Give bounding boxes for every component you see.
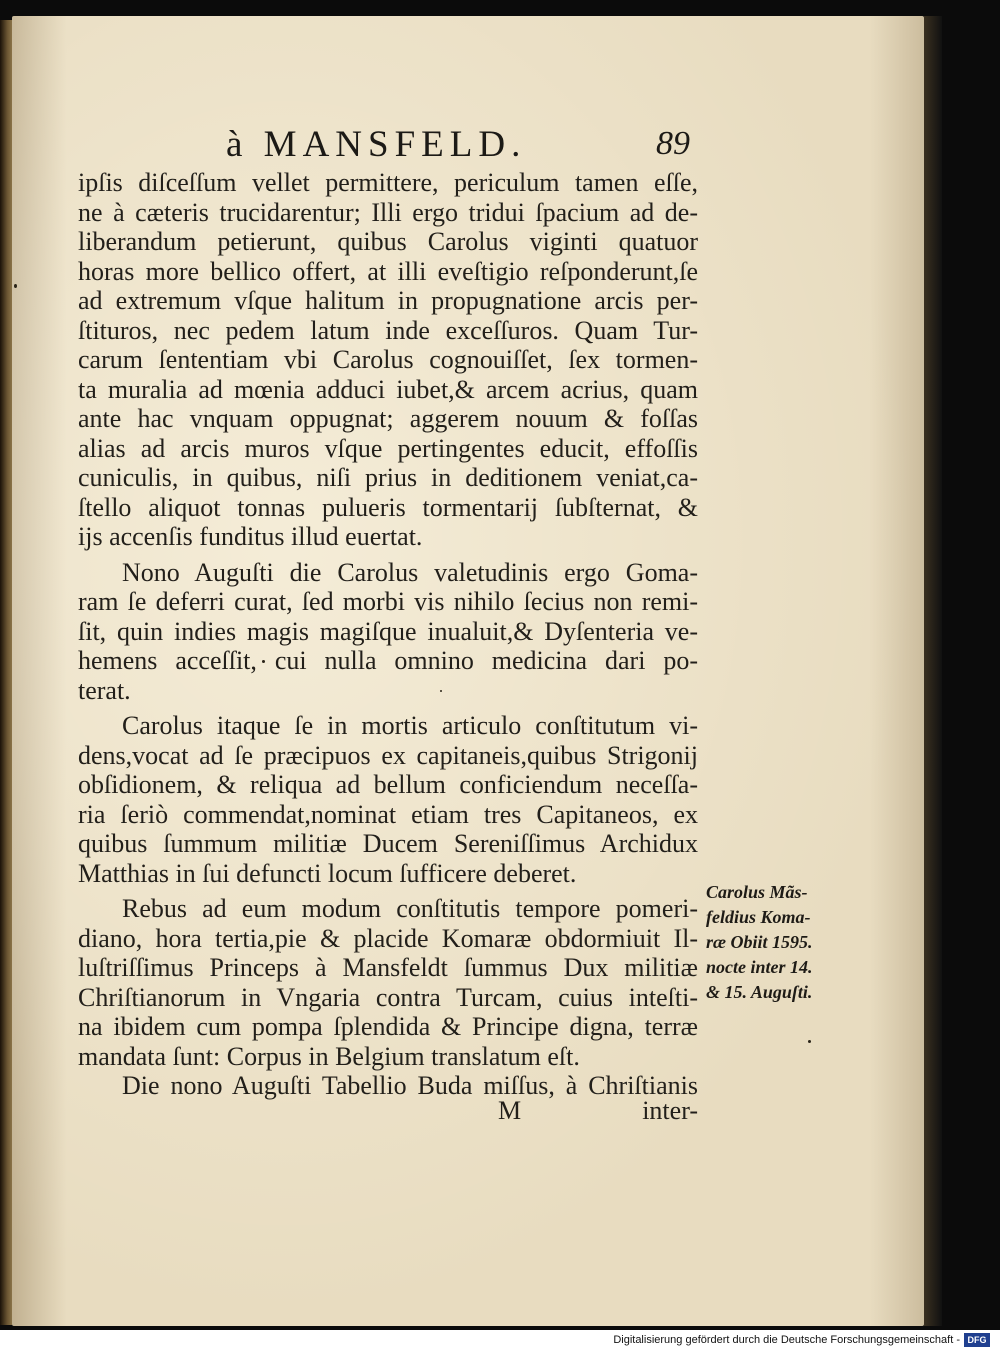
catch-line <box>78 1096 698 1128</box>
text-line: obſidionem, & reliqua ad bellum conficiendum neceſſa- <box>78 770 698 799</box>
signature-mark: M <box>498 1096 522 1125</box>
text-line: terat. <box>78 675 131 705</box>
text-line: quibus ſummum militiæ Ducem Sereniſſimus Archidux <box>78 829 698 858</box>
running-head: à MANSFELD. <box>226 124 527 165</box>
text-line: ſit, quin indies magis magiſque inualuit,& Dyſenteria ve- <box>78 616 698 646</box>
text-line: Matthias in ſui defuncti locum ſufficere deberet. <box>78 858 577 888</box>
page-number: 89 <box>656 125 690 162</box>
text-line: Chriſtianorum in Vngaria contra Turcam, cuius inteſti- <box>78 982 698 1012</box>
text-line: ſtituros, nec pedem latum inde exceſſuros. Quam Tur- <box>78 315 698 345</box>
text-line: liberandum petierunt, quibus Carolus viginti quatuor <box>78 227 698 256</box>
marginal-note <box>706 880 846 1005</box>
text-line: ſtello aliquot tonnas pulueris tormentarij ſubſternat, & <box>78 492 698 522</box>
marginal-line: nocte inter 14. <box>706 957 813 977</box>
text-line: carum ſententiam vbi Carolus cognouiſſet, ſex tormen- <box>78 345 698 374</box>
marginal-line: ræ Obiit 1595. <box>706 932 813 952</box>
text-line: ta muralia ad mœnia adduci iubet,& arcem acrius, quam <box>78 374 698 404</box>
page-shadow <box>924 16 942 1326</box>
funding-credit: Digitalisierung gefördert durch die Deutsche Forschungsgemeinschaft - <box>613 1334 960 1346</box>
text-line: ria ſeriò commendat,nominat etiam tres Capitaneos, ex <box>78 799 698 829</box>
catchword: inter- <box>642 1096 698 1125</box>
text-line: na ibidem cum pompa ſplendida & Principe digna, terræ <box>78 1012 698 1041</box>
text-line: cuniculis, in quibus, niſi prius in deditionem veniat,ca- <box>78 463 698 492</box>
marginal-line: & 15. Auguſti. <box>706 982 813 1002</box>
text-line: ram ſe deferri curat, ſed morbi vis nihilo ſecius non remi- <box>78 587 698 616</box>
text-line: Rebus ad eum modum conſtitutis tempore pomeri- <box>122 894 698 923</box>
dfg-logo: DFG <box>964 1333 990 1347</box>
text-line: mandata ſunt: Corpus in Belgium translatum eſt. <box>78 1041 580 1071</box>
text-line: Carolus itaque ſe in mortis articulo conſtitutum vi- <box>122 711 698 740</box>
page-edge <box>0 20 12 1325</box>
text-line: luſtriſſimus Princeps à Mansfeldt ſummus Dux militiæ <box>78 953 698 982</box>
text-line: Die nono Auguſti Tabellio Buda miſſus, à Chriſtianis <box>122 1071 698 1100</box>
text-line: Nono Auguſti die Carolus valetudinis ergo Goma- <box>122 557 698 587</box>
digitization-footer <box>0 1330 1000 1352</box>
text-line: horas more bellico offert, at illi eveſtigio reſponderunt,ſe <box>78 256 698 286</box>
text-line: ne à cæteris trucidarentur; Illi ergo tridui ſpacium ad de- <box>78 197 698 227</box>
text-line: ipſis diſceſſum vellet permittere, periculum tamen eſſe, <box>78 168 698 197</box>
paper-speck <box>14 284 17 288</box>
text-line: ad extremum vſque halitum in propugnatione arcis per- <box>78 286 698 315</box>
marginal-line: feldius Koma- <box>706 907 811 927</box>
body-text <box>78 168 698 1101</box>
paper-speck <box>808 1040 811 1043</box>
text-line: hemens acceſſit, cui nulla omnino medicina dari po- <box>78 646 698 675</box>
text-line: ante hac vnquam oppugnat; aggerem nouum & foſſas <box>78 404 698 433</box>
marginal-line: Carolus Mãs- <box>706 882 808 902</box>
text-line: alias ad arcis muros vſque pertingentes educit, effoſſis <box>78 433 698 463</box>
text-line: diano, hora tertia,pie & placide Komaræ obdormiuit Il- <box>78 923 698 953</box>
text-line: dens,vocat ad ſe præcipuos ex capitaneis,quibus Strigonij <box>78 740 698 770</box>
text-line: ijs accenſis funditus illud euertat. <box>78 522 423 551</box>
